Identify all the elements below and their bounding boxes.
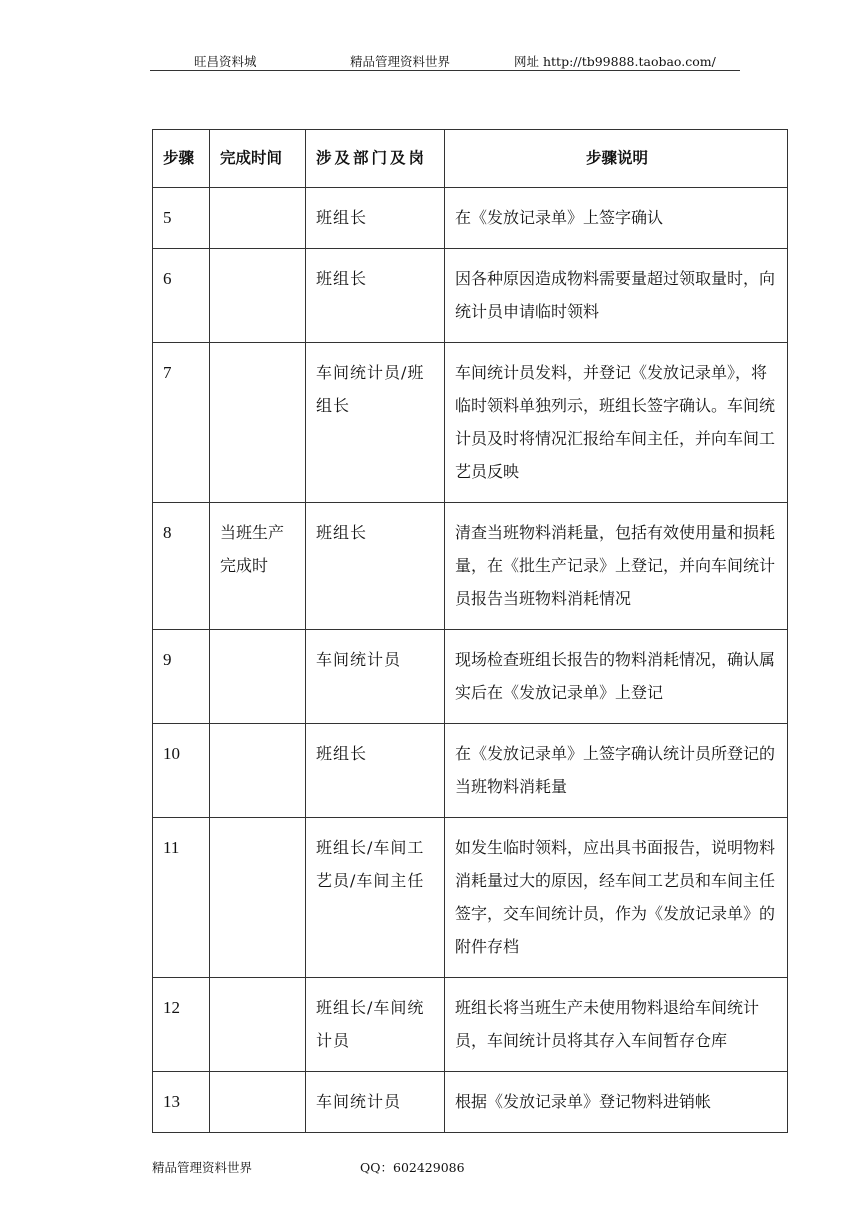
column-header-department: 涉及部门及岗	[306, 130, 445, 188]
step-number: 6	[153, 249, 210, 343]
department: 车间统计员	[306, 1072, 445, 1133]
table-row	[153, 978, 788, 1072]
completion-time	[210, 630, 306, 724]
step-number: 5	[153, 188, 210, 249]
step-description: 如发生临时领料，应出具书面报告，说明物料消耗量过大的原因，经车间工艺员和车间主任签字，交车间统计员，作为《发放记录单》的附件存档	[445, 818, 788, 978]
step-description: 车间统计员发料，并登记《发放记录单》，将临时领料单独列示，班组长签字确认。车间统计员及时将情况汇报给车间主任，并向车间工艺员反映	[445, 343, 788, 503]
completion-time	[210, 724, 306, 818]
department: 班组长/车间工艺员/车间主任	[306, 818, 445, 978]
completion-time	[210, 978, 306, 1072]
step-number: 11	[153, 818, 210, 978]
table-header-row	[153, 130, 788, 188]
department: 班组长	[306, 188, 445, 249]
step-description: 因各种原因造成物料需要量超过领取量时，向统计员申请临时领料	[445, 249, 788, 343]
completion-time	[210, 188, 306, 249]
department: 班组长	[306, 724, 445, 818]
page-header	[150, 50, 740, 71]
table-row	[153, 724, 788, 818]
column-header-time: 完成时间	[210, 130, 306, 188]
table-row	[153, 188, 788, 249]
step-description: 班组长将当班生产未使用物料退给车间统计员，车间统计员将其存入车间暂存仓库	[445, 978, 788, 1072]
completion-time	[210, 343, 306, 503]
step-number: 12	[153, 978, 210, 1072]
column-header-description: 步骤说明	[445, 130, 788, 188]
table-row	[153, 630, 788, 724]
footer-left-text: 精品管理资料世界	[152, 1160, 253, 1175]
completion-time	[210, 1072, 306, 1133]
header-middle-text: 精品管理资料世界	[350, 54, 451, 69]
department: 车间统计员	[306, 630, 445, 724]
table-row	[153, 818, 788, 978]
completion-time: 当班生产完成时	[210, 503, 306, 630]
step-description: 在《发放记录单》上签字确认统计员所登记的当班物料消耗量	[445, 724, 788, 818]
step-description: 现场检查班组长报告的物料消耗情况，确认属实后在《发放记录单》上登记	[445, 630, 788, 724]
step-number: 10	[153, 724, 210, 818]
step-number: 8	[153, 503, 210, 630]
table-row	[153, 1072, 788, 1133]
header-website-text: 网址 http://tb99888.taobao.com/	[514, 54, 716, 69]
step-description: 在《发放记录单》上签字确认	[445, 188, 788, 249]
table-row	[153, 503, 788, 630]
footer-qq-text: QQ：602429086	[360, 1160, 465, 1175]
step-number: 13	[153, 1072, 210, 1133]
column-header-step: 步骤	[153, 130, 210, 188]
department: 班组长/车间统计员	[306, 978, 445, 1072]
department: 班组长	[306, 249, 445, 343]
step-number: 9	[153, 630, 210, 724]
steps-table	[152, 129, 788, 1133]
step-description: 清查当班物料消耗量，包括有效使用量和损耗量，在《批生产记录》上登记，并向车间统计员报告当班物料消耗情况	[445, 503, 788, 630]
table-row	[153, 249, 788, 343]
step-number: 7	[153, 343, 210, 503]
completion-time	[210, 249, 306, 343]
header-left-text: 旺昌资料城	[194, 54, 257, 69]
step-description: 根据《发放记录单》登记物料进销帐	[445, 1072, 788, 1133]
table-row	[153, 343, 788, 503]
department: 车间统计员/班组长	[306, 343, 445, 503]
completion-time	[210, 818, 306, 978]
department: 班组长	[306, 503, 445, 630]
